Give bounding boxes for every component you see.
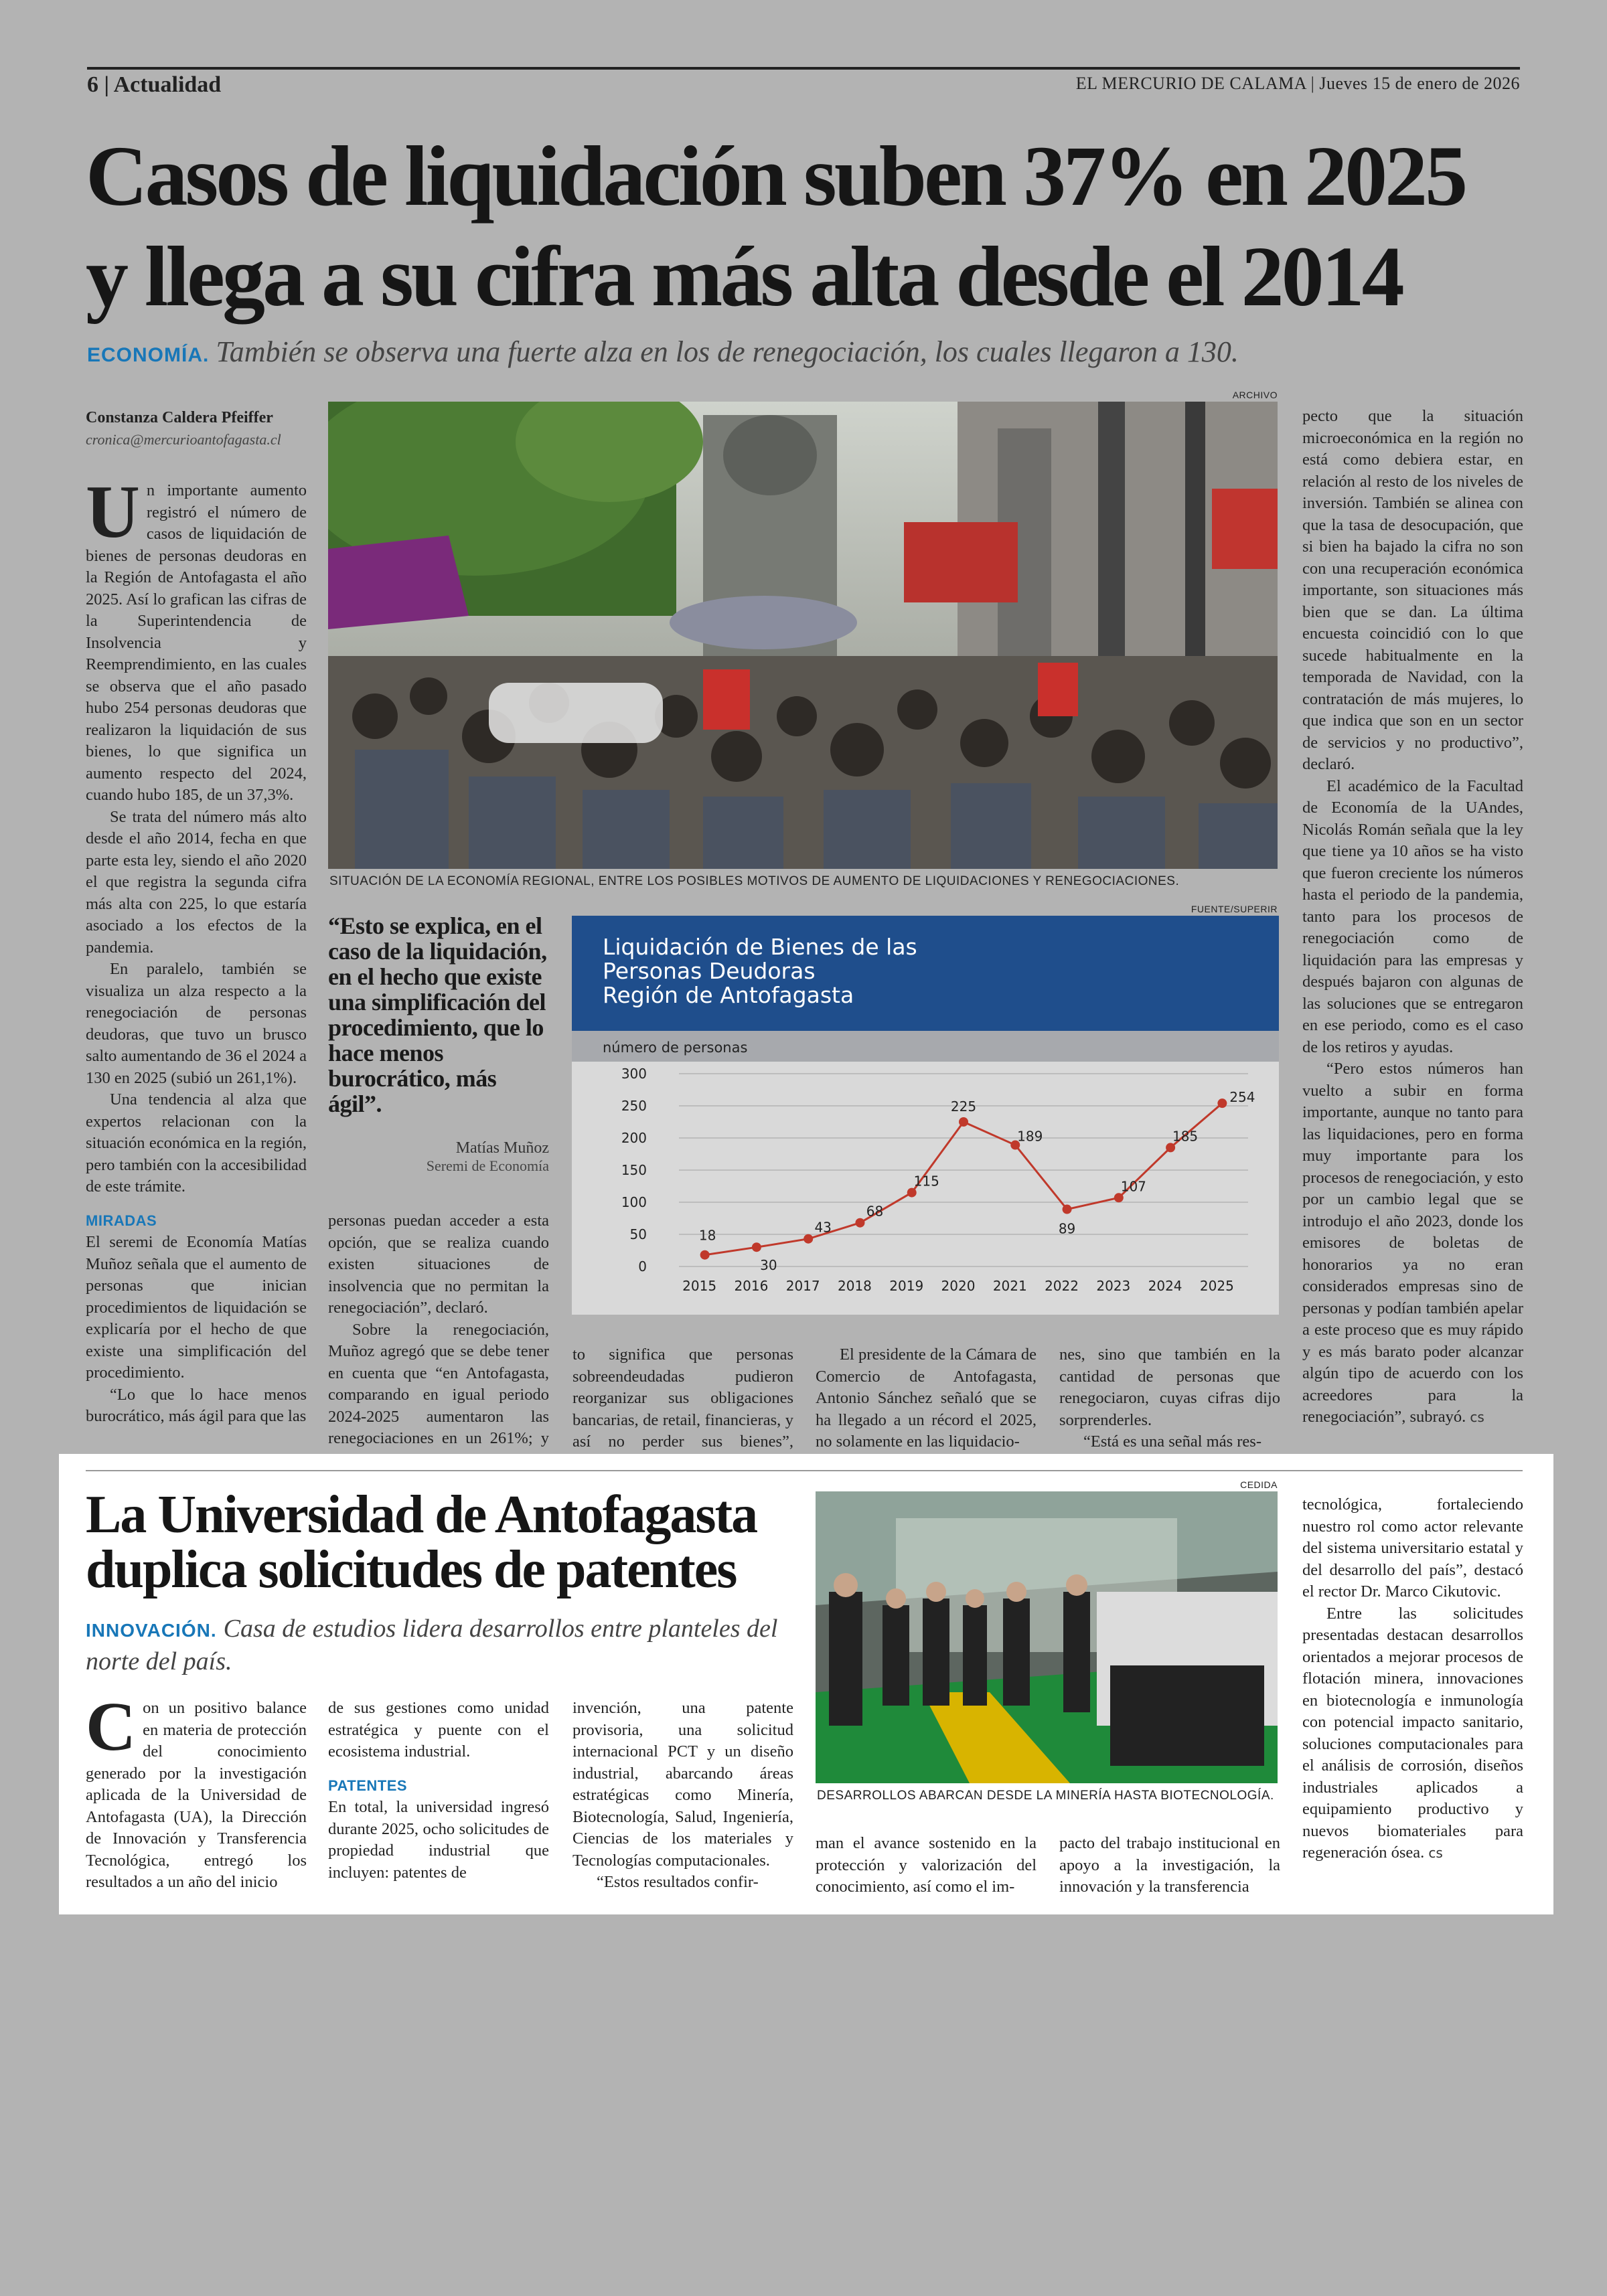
body-text: Se trata del número más alto desde el año 2014, fecha en que parte esta ley, siendo el año 2020 el que registra la segunda cifra más alta con 225, lo que estaría asociado a los efectos de la pandemia. (86, 807, 307, 957)
chart-ytick-label: 50 (629, 1226, 647, 1242)
headline-line: y llega a su cifra más alta desde el 2014 (86, 229, 1402, 324)
body-text: “Está es una señal más res- (1083, 1432, 1261, 1451)
chart-xtick-label: 2021 (992, 1278, 1027, 1294)
deck (87, 335, 1527, 369)
dropcap: U (86, 471, 140, 554)
issue-date: Jueves 15 de enero de 2026 (1319, 74, 1520, 93)
street-crowd-photo (328, 402, 1278, 869)
column-4 (816, 1344, 1037, 1453)
chart-data-point (959, 1117, 968, 1127)
column-5 (1059, 1344, 1280, 1453)
column-2 (328, 1210, 549, 1471)
body-text: pecto que la situación microeconómica en la región no está como debiera estar, en relación al resto de los niveles de inversión. También se alinea con que la tasa de desocupación, que si bien ha bajado la cifra no son con una recuperación económica importante, son situaciones más bien que se dan. La última encuesta coincidió con lo que sucede habitualmente en la temporada de Navidad, con la contratación de más mujeres, lo que indica que son en un sector de servicios y no productivo”, declaró. (1302, 407, 1523, 773)
body-text: nes, sino que también en la cantidad de personas que renegociaron, cuyas cifras dijo sorprenderles. (1059, 1345, 1280, 1429)
chart-data-label: 189 (1017, 1128, 1043, 1145)
chart-title-line: Liquidación de Bienes de las (603, 934, 917, 960)
photo-illustration (816, 1491, 1278, 1783)
chart-data-point (1166, 1143, 1175, 1152)
a2-column-1 (86, 1688, 307, 1894)
chart-title-line: Personas Deudoras (603, 958, 816, 984)
author-email: cronica@mercurioantofagasta.cl (86, 430, 281, 448)
a2-column-4 (816, 1833, 1037, 1898)
chart-data-label: 89 (1058, 1220, 1076, 1237)
chart-xtick-label: 2024 (1148, 1278, 1182, 1294)
subhead: MIRADAS (86, 1212, 157, 1229)
column-6 (1302, 406, 1523, 1428)
chart-ytick-label: 300 (621, 1066, 647, 1082)
chart-data-point (752, 1242, 761, 1252)
photo-illustration (328, 402, 1278, 869)
chart-data-point (855, 1218, 864, 1228)
a2-column-5 (1059, 1833, 1280, 1898)
body-text: de sus gestiones como unidad estratégica y puente con el ecosistema industrial. (328, 1699, 549, 1760)
chart-data-point (1114, 1193, 1124, 1202)
body-text: on un positivo balance en materia de protección del conocimiento generado por la investigación aplicada de la Universidad de Antofagasta (UA), la Dirección de Innovación y Transferencia Tecnológica, entregó los resultados a un año del inicio (86, 1699, 307, 1891)
headline-line: Casos de liquidación suben 37% en 2025 (86, 129, 1466, 224)
lab-visit-photo (816, 1491, 1278, 1783)
chart-data-label: 107 (1120, 1178, 1146, 1195)
body-text: personas puedan acceder a esta opción, que se realiza cuando existen situaciones de insolvencia que no permitan la renegociación”, declaró. (328, 1212, 549, 1317)
chart-xtick-label: 2015 (682, 1278, 717, 1294)
headline-line: duplica solicitudes de patentes (86, 1540, 737, 1599)
chart-ytick-label: 150 (621, 1162, 647, 1178)
chart-data-point (1063, 1205, 1072, 1214)
body-text: tecnológica, fortaleciendo nuestro rol como actor relevante del sistema universitario estatal y del desarrollo del país”, destacó el rector Dr. Marco Cikutovic. (1302, 1495, 1523, 1601)
chart-data-label: 225 (950, 1098, 977, 1115)
body-text: Entre las solicitudes presentadas destacan desarrollos orientados a mejorar procesos de flotación minera, innovaciones en biotecnología e inmunología con potencial impacto sanitario, soluciones computacionales para el análisis de corrosión, diseños industriales aplicados a equipamiento productivo y nuevos biomateriales para regeneración ósea. (1302, 1604, 1523, 1862)
chart-data-point (804, 1234, 813, 1244)
quote-author-role: Seremi de Economía (426, 1157, 549, 1174)
section-name: Actualidad (113, 72, 222, 97)
chart-data-point (907, 1188, 917, 1198)
kicker: ECONOMÍA. (87, 344, 210, 366)
chart-credit: FUENTE/SUPERIR (1191, 904, 1278, 914)
chart-ylabel: número de personas (603, 1040, 748, 1056)
body-text: Sobre la renegociación, Muñoz agregó que se debe tener en cuenta que “en Antofagasta, comparando en igual periodo 2024-2025 aumentaron las renegociaciones en un 261%; y (328, 1320, 549, 1447)
chart-ytick-label: 100 (621, 1194, 647, 1210)
body-text: to significa que personas sobreendeudadas pudieron reorganizar sus obligaciones bancarias, de retail, financieras, y así no perder sus bienes”, (572, 1345, 793, 1451)
deck-text: También se observa una fuerte alza en los de renegociación, los cuales llegaron a 130. (216, 335, 1239, 368)
pull-quote: “Esto se explica, en el caso de la liquidación, en el hecho que existe una simplificación del procedimiento, que lo hace menos burocrático, más ágil”. (328, 912, 547, 1117)
photo-credit: ARCHIVO (1232, 390, 1278, 400)
body-text: n importante aumento registró el número de casos de liquidación de bienes de personas deudoras en la Región de Antofagasta el año 2025. Así lo grafican las cifras de la Superintendencia de Insolvencia y Reemprendimiento, en las cuales se observa que el año pasado hubo 254 personas deudoras que realizaron la liquidación de sus bienes, lo que significa un aumento respecto del 2024, cuando hubo 185, de un 37,3%. (86, 481, 307, 804)
body-text: “Lo que lo hace menos burocrático, más ágil para que las (86, 1385, 307, 1425)
publication-name: EL MERCURIO DE CALAMA (1075, 74, 1306, 93)
page-folio: 6 | Actualidad EL MERCURIO DE CALAMA | Jueves 15 de enero de 2026 (87, 67, 1520, 96)
folio-right: EL MERCURIO DE CALAMA | Jueves 15 de enero de 2026 (1075, 74, 1520, 93)
column-1 (86, 407, 307, 1428)
photo-credit: CEDIDA (1240, 1479, 1278, 1490)
body-text: En paralelo, también se visualiza un alza respecto a la renegociación de personas deudoras, que tuvo un brusco salto aumentando de 36 el 2024 a 130 en 2025 (subió un 261,1%). (86, 960, 307, 1087)
divider (86, 1470, 1523, 1471)
quote-author: Matías Muñoz (455, 1139, 549, 1157)
body-text: “Estos resultados confir- (597, 1873, 759, 1891)
body-text: El seremi de Economía Matías Muñoz señala que el aumento de personas que inician procedimientos de liquidación se explicaría por el hecho de que existe una simplificación del procedimiento. (86, 1233, 307, 1382)
chart-data-label: 115 (913, 1173, 939, 1190)
chart-xtick-label: 2025 (1199, 1278, 1234, 1294)
page-number: 6 (87, 72, 98, 97)
byline: Constanza Caldera Pfeiffer (86, 409, 273, 426)
body-text: “Pero estos números han vuelto a subir en forma importante, aunque no tanto para las liquidaciones, pero en forma muy importante para los procesos de renegociación, y esto por un cambio legal que se introdujo el año 2023, donde los emisores de boletas de honorarios ya no eran considerados empresas sino de personas y podían también apelar a este proceso que es muy rápido y es más barato poder alcanzar algún tipo de acuerdo con los acreedores para la renegociación”, subrayó. (1302, 1060, 1523, 1426)
body-text: man el avance sostenido en la protección y valorización del conocimiento, así como el im- (816, 1834, 1037, 1896)
a2-column-3 (572, 1698, 793, 1894)
chart-xtick-label: 2022 (1045, 1278, 1079, 1294)
deck-text: Casa de estudios lidera desarrollos entre planteles del norte del país. (86, 1615, 778, 1675)
chart-xtick-label: 2023 (1096, 1278, 1131, 1294)
chart-xtick-label: 2020 (941, 1278, 976, 1294)
body-text: El presidente de la Cámara de Comercio de Antofagasta, Antonio Sánchez señaló que se ha llegado a un récord el 2025, no solamente en las liquidacio- (816, 1345, 1037, 1451)
subhead: PATENTES (328, 1777, 408, 1794)
end-mark-icon: cs (1428, 1845, 1443, 1861)
line-chart (572, 916, 1279, 1315)
chart-data-point (700, 1250, 710, 1260)
chart-data-label: 30 (760, 1257, 777, 1274)
article2-deck (86, 1613, 809, 1677)
chart-svg (572, 916, 1279, 1315)
pull-quote-block (328, 913, 549, 1175)
body-text: En total, la universidad ingresó durante 2025, ocho solicitudes de propiedad industrial que incluyen: patentes de (328, 1798, 549, 1882)
chart-ytick-label: 0 (638, 1258, 647, 1275)
chart-data-label: 18 (698, 1227, 716, 1244)
a2-column-2 (328, 1698, 549, 1884)
article2-headline (86, 1487, 822, 1597)
chart-ytick-label: 250 (621, 1098, 647, 1114)
chart-xtick-label: 2019 (889, 1278, 924, 1294)
chart-data-label: 185 (1172, 1128, 1199, 1145)
body-text: invención, una patente provisoria, una solicitud internacional PCT y un diseño industrial, abarcando áreas estratégicas como Minería, Biotecnología, Salud, Ingeniería, Ciencias de los materiales y Tecnologías computacionales. (572, 1699, 793, 1870)
photo-caption: DESARROLLOS ABARCAN DESDE LA MINERÍA HASTA BIOTECNOLOGÍA. (817, 1789, 1274, 1803)
chart-ytick-label: 200 (621, 1130, 647, 1146)
chart-data-point (1217, 1098, 1227, 1108)
body-text: pacto del trabajo institucional en apoyo a la investigación, la innovación y la transferencia (1059, 1834, 1280, 1896)
a2-column-6 (1302, 1494, 1523, 1864)
chart-title-line: Región de Antofagasta (603, 982, 854, 1008)
chart-data-label: 68 (866, 1203, 884, 1220)
chart-xtick-label: 2018 (838, 1278, 872, 1294)
headline (86, 126, 1525, 327)
kicker: INNOVACIÓN. (86, 1620, 217, 1641)
chart-xtick-label: 2017 (785, 1278, 820, 1294)
end-mark-icon: cs (1470, 1409, 1484, 1425)
chart-data-label: 254 (1229, 1089, 1255, 1106)
headline-line: La Universidad de Antofagasta (86, 1485, 757, 1544)
chart-xtick-label: 2016 (734, 1278, 769, 1294)
body-text: El académico de la Facultad de Economía de la UAndes, Nicolás Román señala que la ley que tiene ya 10 años se ha visto que fueron creciente los números hasta el periodo de la pandemia, tanto para los procesos de renegociación como de liquidación para las empresas y después bajaron con algunas de las soluciones que se entregaron en ese periodo, como es el caso de los retiros y ayudas. (1302, 776, 1523, 1056)
chart-data-label: 43 (814, 1219, 832, 1236)
dropcap: C (86, 1688, 137, 1765)
body-text: Una tendencia al alza que expertos relacionan con la situación económica en la región, pero también con la accesibilidad de este trámite. (86, 1090, 307, 1196)
photo-caption: SITUACIÓN DE LA ECONOMÍA REGIONAL, ENTRE LOS POSIBLES MOTIVOS DE AUMENTO DE LIQUIDACIONES Y RENEGOCIACIONES. (329, 874, 1180, 888)
